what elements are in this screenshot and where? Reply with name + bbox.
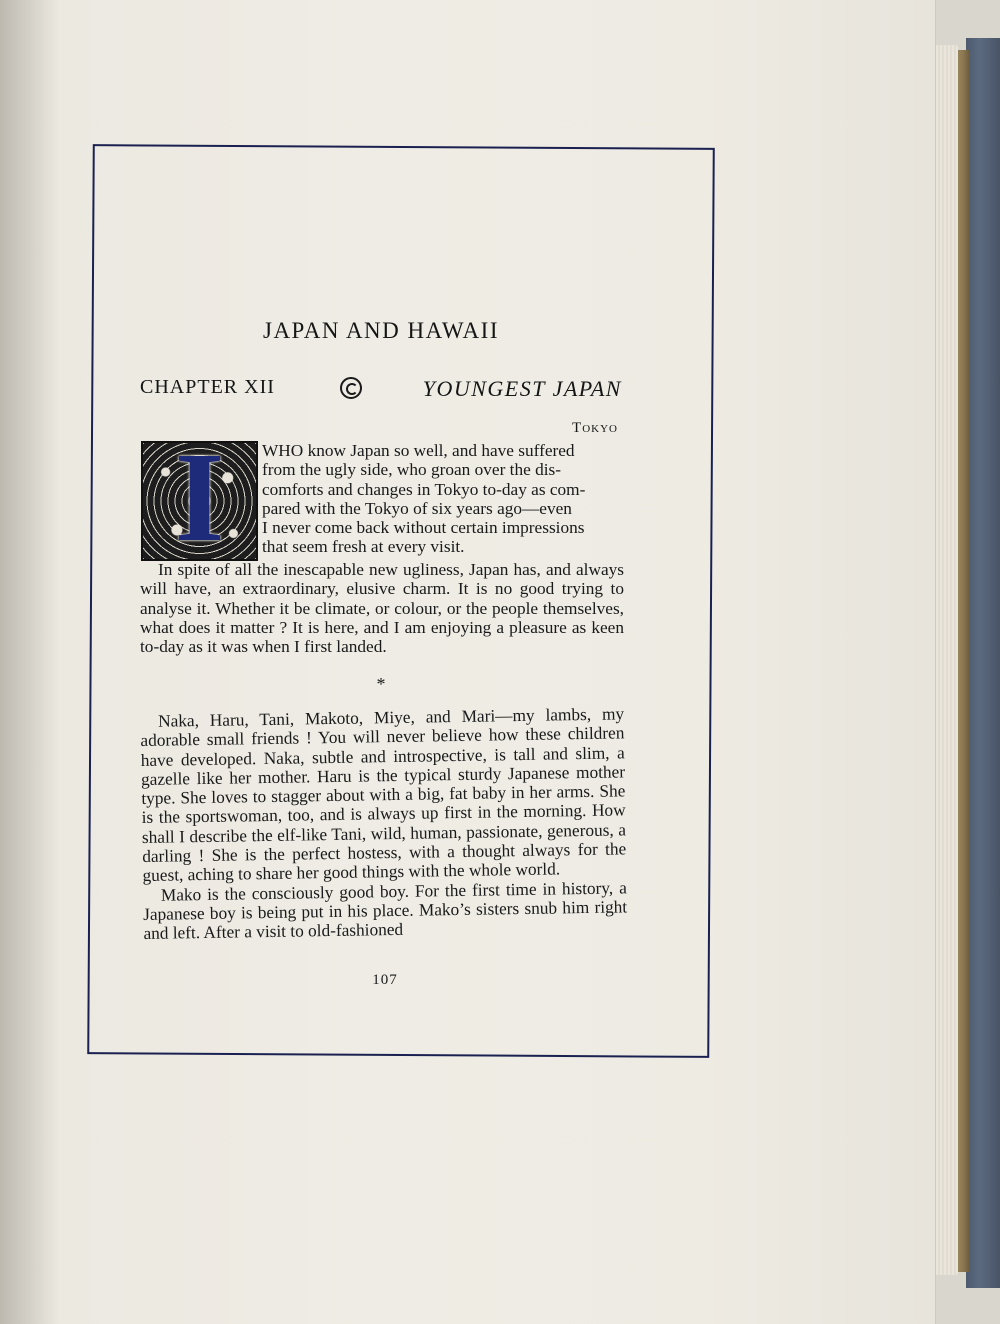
spiral-ornament-icon	[340, 377, 362, 399]
running-title: JAPAN AND HAWAII	[263, 318, 499, 343]
place-heading: Tokyo	[572, 420, 618, 436]
section-break-asterisk: *	[376, 674, 386, 694]
body-section-one	[140, 560, 624, 656]
gutter-shadow	[0, 0, 60, 1324]
paragraph-two: In spite of all the inescapable new ugliness, Japan has, and always will have, an extraordinary, elusive charm. It is no good trying to analyse it. Whether it be climate, or colour, or the people themselves, what does it matter ? It is here, and I am enjoying a pleasure as keen to-day as it was when I first landed.	[140, 560, 624, 657]
opening-line: comforts and changes in Tokyo to-day as com-	[262, 479, 586, 499]
opening-line: WHO know Japan so well, and have suffered	[262, 441, 575, 460]
ornamental-dropcap	[141, 441, 258, 561]
opening-line: I never come back without certain impressions	[262, 518, 585, 538]
chapter-number: CHAPTER XII	[140, 376, 275, 398]
paragraph-four: Mako is the consciously good boy. For the first time in history, a Japanese boy is being put in his place. Mako’s sisters snub him right and left. After a visit to old-fashioned	[143, 878, 628, 944]
book-cover-edge	[966, 38, 1000, 1288]
chapter-title: YOUNGEST JAPAN	[422, 376, 622, 401]
opening-paragraph	[262, 441, 624, 557]
opening-line: from the ugly side, who groan over the dis-	[262, 460, 561, 480]
paragraph-three: Naka, Haru, Tani, Makoto, Miye, and Mari—my lambs, my adorable small friends ! You will never believe how these children have developed. Naka, subtle and introspective, is tall and slim, a gazelle like her mother. Haru is the typical sturdy Japanese mother type. She loves to stagger about with a big, fat baby in her arms. She is the sportswoman, too, and is always up first in the morning. How shall I describe the elf-like Tani, wild, human, passionate, generous, a darling ! She is the perfect hostess, with a thought always for the guest, aching to share her good things with the whole world.	[140, 704, 627, 886]
opening-line: that seem fresh at every visit.	[262, 537, 465, 557]
dropcap-letter: I	[174, 441, 225, 561]
chapter-heading	[140, 376, 622, 406]
page-number: 107	[372, 972, 398, 988]
opening-line: pared with the Tokyo of six years ago—even	[262, 498, 572, 518]
body-section-two	[140, 704, 628, 943]
